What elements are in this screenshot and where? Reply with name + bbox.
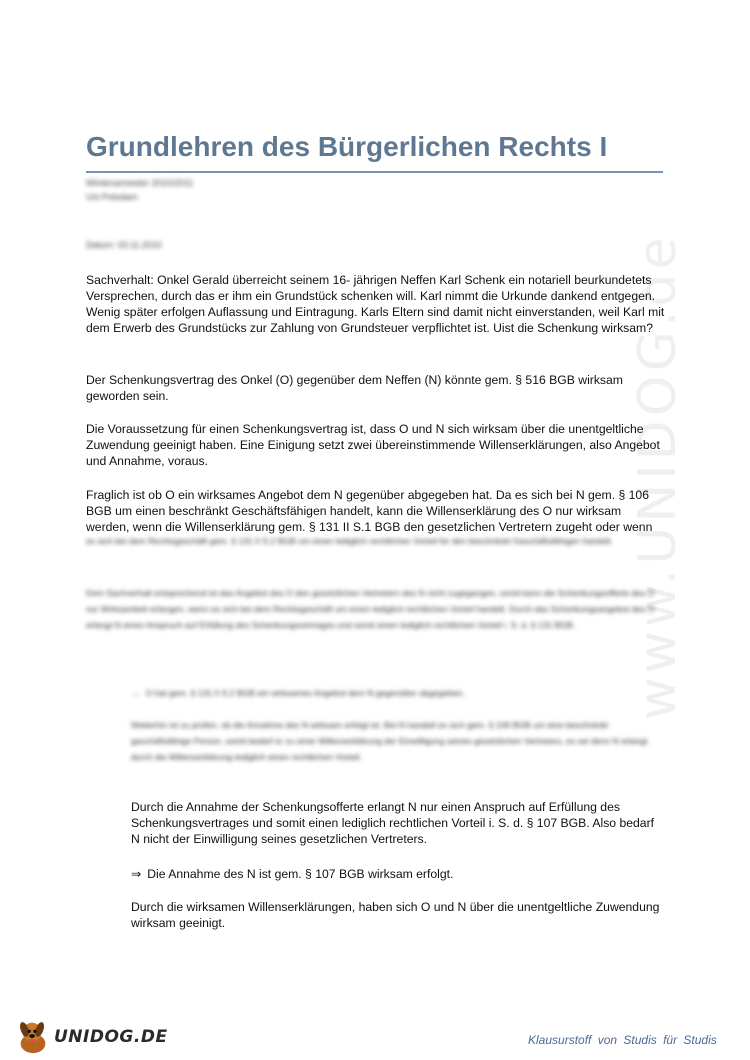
semester-line: Wintersemester 2010/2011 (86, 178, 194, 188)
date-line: Datum: 03.11.2010 (86, 240, 162, 250)
paragraph-annahme: Durch die Annahme der Schenkungsofferte erlangt N nur einen Anspruch auf Erfüllung des Schenkungsvertrages und somit einen lediglich rechtlichen Vorteil i. S. d. § 107 BGB. Also bedarf N nicht der Einwilligung seines gesetzlichen Vertreters. (131, 800, 655, 846)
paragraph-sachverhalt: Sachverhalt: Onkel Gerald überreicht seinem 16- jährigen Neffen Karl Schenk ein notariell beurkundetets Versprechen, durch das er ihm ein Grundstück schenken will. Karl nimmt die Urkunde dankend entgegen. Wenig später erfolgen Auflassung und Eintragung. Karls Eltern sind damit nicht einverstanden, weil Karl mit dem Erwerb des Grundstücks zur Zahlung von Grundsteuer verpflichtet ist. Uist die Schenkung wirksam? (86, 273, 665, 335)
title-divider (86, 171, 663, 173)
paragraph-angebot: Fraglich ist ob O ein wirksames Angebot dem N gegenüber abgegeben hat. Da es sich bei N gem. § 106 BGB um einen beschränkt Geschäftsfähigen handelt, kann die Willenserklärung des O nur wirksam werden, wenn die Willenserklärung gem. § 131 II S.1 BGB den gesetzlichen Vertretern zugeht oder wenn (86, 488, 653, 534)
logo-text: UNIDOG.DE (54, 1027, 168, 1047)
paragraph-voraussetzung: Die Voraussetzung für einen Schenkungsvertrag ist, dass O und N sich wirksam über die unentgeltliche Zuwendung geeinigt haben. Eine Einigung setzt zwei übereinstimmende Willenserklärungen, also Angebot und Annahme, voraus. (86, 422, 660, 468)
page-title: Grundlehren des Bürgerlichen Rechts I (86, 131, 608, 162)
university-line: Uni Potsdam (86, 192, 138, 202)
watermark: www.UNIDOG.de (628, 233, 688, 720)
dog-mascot-icon (14, 1018, 52, 1056)
conclusion-annahme (131, 866, 661, 882)
implies-arrow-icon: ⇒ (131, 867, 142, 881)
arrow-icon: → (131, 688, 140, 698)
conclusion-angebot-blurred (131, 685, 661, 701)
paragraph-annahme-blurred: Weiterhin ist zu prüfen, ob die Annahme des N wirksam erfolgt ist. Bei N handelt es sich gem. § 106 BGB um eine beschränkt geschäftsfähige Person, somit bedarf er zu einer Willenserklärung der Einwilligung seines gesetzlichen Vertreters, es sei denn N erlangt durch die Willenserklärung lediglich einen rechtlichen Vorteil. (131, 720, 648, 762)
conclusion-angebot-text: O hat gem. § 131 II S.2 BGB ein wirksames Angebot dem N gegenüber abgegeben. (145, 688, 465, 698)
conclusion-annahme-text: Die Annahme des N ist gem. § 107 BGB wirksam erfolgt. (147, 867, 454, 881)
paragraph-schenkungsvertrag: Der Schenkungsvertrag des Onkel (O) gegenüber dem Neffen (N) könnte gem. § 516 BGB wirksam geworden sein. (86, 373, 623, 403)
paragraph-einigung: Durch die wirksamen Willenserklärungen, haben sich O und N über die unentgeltliche Zuwendung wirksam geeinigt. (131, 900, 660, 930)
unidog-logo[interactable] (14, 1018, 168, 1056)
paragraph-sachverhalt-blurred: Dem Sachverhalt entsprechend ist das Angebot des O den gesetzlichen Vertretern des N nicht zugegangen, somit kann die Schenkungsofferte des O nur Wirksamkeit erlangen, wenn es sich bei dem Rechtsgeschäft um einen lediglich rechtlichen Vorteil handelt. Durch das Schenkungsangebot des O erlangt N einen Anspruch auf Erfüllung des Schenkungsvertrages und somit einen lediglich rechtlichen Vorteil i. S. d. § 131 BGB. (86, 588, 655, 630)
footer-slogan: Klausurstoff von Studis für Studis (528, 1033, 717, 1047)
paragraph-angebot-blurred: es sich bei dem Rechtsgeschäft gem. § 131 II S.2 BGB um einen lediglich rechtlichen Vorteil für den beschränkt Geschäftsfähigen handelt. (86, 536, 613, 546)
